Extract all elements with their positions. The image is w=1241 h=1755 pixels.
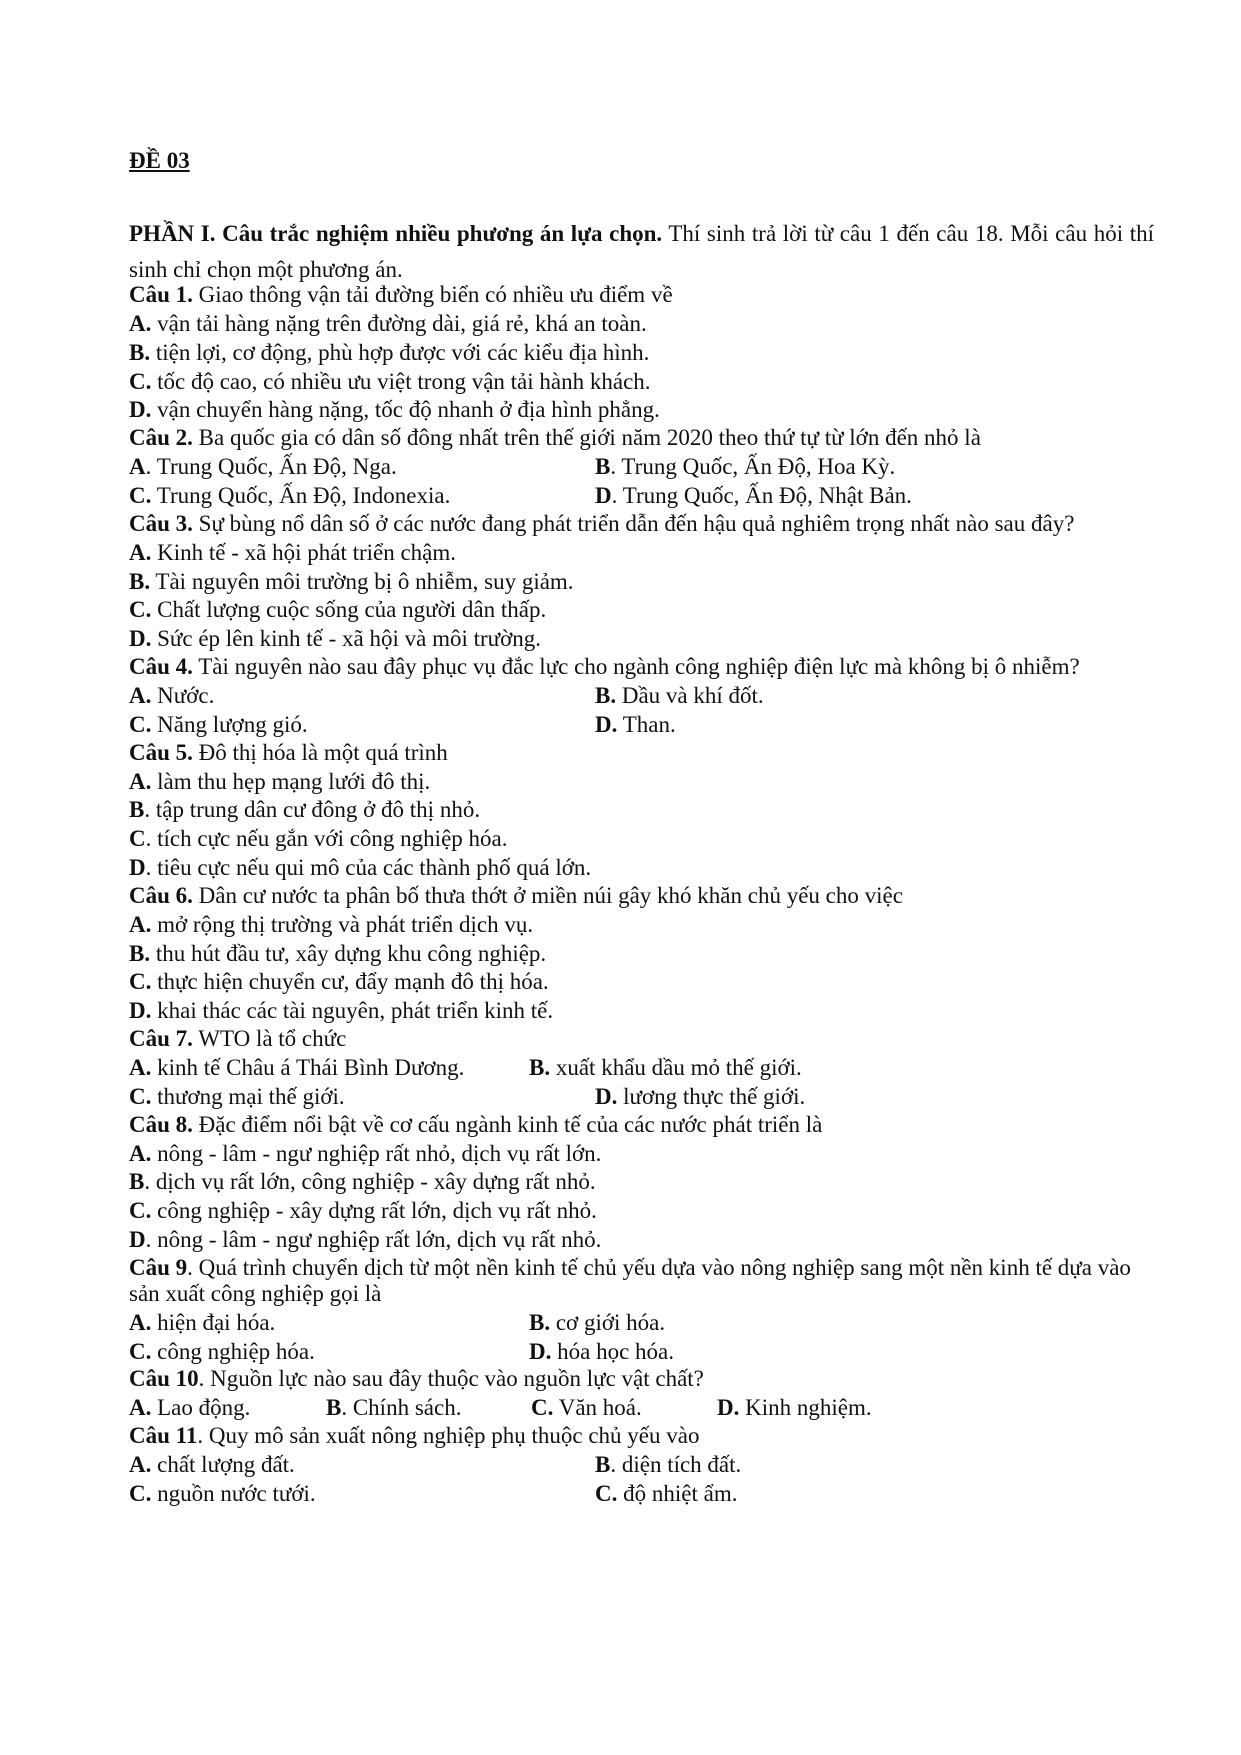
option-a	[129, 454, 397, 479]
option-letter: C.	[129, 1083, 152, 1109]
question-stem	[129, 1026, 1159, 1054]
option-cell	[129, 1054, 464, 1083]
option-letter: B.	[129, 940, 151, 966]
option-text: tốc độ cao, có nhiều ưu việt trong vận tải hành khách.	[151, 368, 651, 394]
option-text: Sức ép lên kinh tế - xã hội và môi trường.	[151, 626, 542, 652]
option-row	[129, 940, 1159, 969]
option-cell	[129, 682, 214, 711]
option-text: . diện tích đất.	[610, 1452, 742, 1478]
option-d	[595, 1084, 805, 1109]
question-number: Câu 4.	[129, 653, 193, 679]
option-b	[529, 1055, 802, 1080]
option-letter: A.	[129, 1140, 152, 1166]
option-b	[129, 941, 546, 966]
option-letter: A.	[129, 311, 152, 336]
option-letter: B.	[129, 568, 151, 594]
option-letter: C.	[129, 597, 152, 623]
option-text: công nghiệp - xây dựng rất lớn, dịch vụ rất nhỏ.	[151, 1198, 597, 1224]
question-block	[129, 883, 1159, 1026]
option-text: Chất lượng cuộc sống của người dân thấp.	[151, 597, 547, 623]
option-row	[129, 539, 1159, 568]
option-text: vận tải hàng nặng trên đường dài, giá rẻ, khá an toàn.	[151, 311, 647, 336]
option-row	[129, 310, 1159, 339]
option-letter: A.	[129, 682, 152, 708]
question-block	[129, 1366, 1159, 1423]
option-row	[129, 368, 1159, 397]
option-text: Kinh nghiệm.	[739, 1395, 872, 1421]
question-block	[129, 511, 1159, 654]
option-d	[129, 1227, 601, 1252]
question-text: . Quá trình chuyển dịch từ một nền kinh tế chủ yếu dựa vào nông nghiệp sang một nền kinh tế dựa vào sản xuất công nghiệp gọi là	[129, 1254, 1131, 1306]
option-cell	[531, 1394, 642, 1423]
option-row	[129, 1480, 1159, 1509]
section-heading: PHẦN I. Câu trắc nghiệm nhiều phương án lựa chọn.	[129, 221, 663, 246]
option-text: . Chính sách.	[341, 1395, 462, 1421]
option-text: . Trung Quốc, Ấn Độ, Nga.	[145, 454, 397, 480]
option-b	[595, 454, 895, 479]
option-d	[595, 483, 912, 508]
option-row	[129, 968, 1159, 997]
question-text: . Quy mô sản xuất nông nghiệp phụ thuộc chủ yếu vào	[197, 1423, 700, 1449]
option-row	[129, 1338, 1159, 1367]
option-text: cơ giới hóa.	[550, 1309, 666, 1335]
question-number: Câu 10	[129, 1366, 199, 1392]
option-c	[129, 597, 546, 622]
option-a	[129, 769, 430, 794]
option-a	[129, 1141, 601, 1166]
option-cell	[595, 682, 764, 711]
question-block	[129, 1255, 1159, 1367]
option-b	[595, 683, 764, 708]
option-d	[529, 1339, 674, 1364]
option-letter: D	[129, 854, 146, 880]
option-cell	[129, 711, 308, 740]
option-letter: A.	[129, 768, 152, 794]
option-letter: B	[595, 1452, 611, 1478]
option-text: công nghiệp hóa.	[151, 1338, 315, 1364]
option-text: hóa học hóa.	[551, 1338, 675, 1364]
option-c	[129, 483, 450, 508]
option-text: . Trung Quốc, Ấn Độ, Hoa Kỳ.	[610, 454, 896, 480]
option-text: Nước.	[151, 682, 215, 708]
question-stem	[129, 511, 1159, 539]
option-d	[129, 855, 591, 880]
option-letter: C.	[129, 711, 152, 737]
option-text: . nông - lâm - ngư nghiệp rất lớn, dịch vụ rất nhỏ.	[145, 1226, 602, 1252]
option-a	[129, 540, 456, 565]
option-letter: C.	[531, 1395, 554, 1421]
option-letter: C.	[129, 482, 152, 508]
option-cell	[129, 1394, 250, 1423]
option-row	[129, 911, 1159, 940]
option-a	[129, 1395, 250, 1420]
option-d	[717, 1395, 872, 1420]
option-text: độ nhiệt ẩm.	[617, 1480, 738, 1506]
section-instructions: Thí sinh trả lời từ câu 1 đến câu 18. Mỗi câu hỏi thí sinh chỉ chọn một phương án.	[129, 221, 1154, 282]
option-row	[129, 796, 1159, 825]
option-row	[129, 997, 1159, 1026]
question-block	[129, 654, 1159, 740]
option-text: thu hút đầu tư, xây dựng khu công nghiệp.	[150, 940, 547, 966]
option-text: . Trung Quốc, Ấn Độ, Nhật Bản.	[611, 482, 912, 508]
option-cell	[129, 1309, 275, 1338]
option-letter: B.	[529, 1054, 551, 1080]
option-row	[129, 1394, 1159, 1423]
option-row	[129, 1140, 1159, 1169]
option-a	[129, 1452, 295, 1477]
option-text: . tập trung dân cư đông ở đô thị nhỏ.	[144, 797, 481, 823]
option-text: Dầu và khí đốt.	[616, 682, 764, 708]
question-block	[129, 282, 1159, 425]
option-row	[129, 453, 1159, 482]
question-stem	[129, 1112, 1159, 1140]
option-row	[129, 1083, 1159, 1112]
option-row	[129, 1168, 1159, 1197]
option-c	[129, 1481, 316, 1506]
option-letter: A	[129, 454, 146, 480]
question-stem	[129, 425, 1159, 453]
option-cell	[129, 453, 397, 482]
option-letter: D.	[595, 1083, 618, 1109]
option-letter: C.	[129, 969, 152, 995]
question-stem	[129, 282, 1159, 310]
option-letter: B	[129, 797, 145, 823]
option-row	[129, 682, 1159, 711]
question-block	[129, 740, 1159, 883]
option-text: . tích cực nếu gắn với công nghiệp hóa.	[145, 826, 508, 852]
option-d	[129, 626, 541, 651]
question-block	[129, 425, 1159, 511]
option-text: hiện đại hóa.	[151, 1309, 276, 1335]
option-b	[129, 797, 480, 822]
option-letter: C.	[129, 1198, 152, 1224]
option-text: vận chuyển hàng nặng, tốc độ nhanh ở địa hình phẳng.	[151, 397, 660, 423]
option-cell	[595, 1451, 741, 1480]
question-stem	[129, 883, 1159, 911]
option-letter: A.	[129, 1054, 152, 1080]
option-letter: D.	[595, 711, 618, 737]
option-cell	[529, 1338, 674, 1367]
question-block	[129, 1112, 1159, 1255]
question-stem	[129, 740, 1159, 768]
option-text: chất lượng đất.	[151, 1452, 295, 1478]
option-row	[129, 1451, 1159, 1480]
option-c	[129, 826, 507, 851]
option-b	[129, 340, 649, 365]
option-c	[129, 1198, 597, 1223]
option-cell	[717, 1394, 872, 1423]
option-b	[326, 1395, 461, 1420]
option-letter: C.	[595, 1480, 618, 1506]
option-b	[595, 1452, 741, 1477]
question-text: Đô thị hóa là một quá trình	[192, 739, 448, 765]
option-row	[129, 568, 1159, 597]
option-text: Trung Quốc, Ấn Độ, Indonexia.	[151, 482, 451, 508]
option-b	[129, 1169, 596, 1194]
question-block	[129, 1423, 1159, 1509]
option-c	[129, 712, 308, 737]
question-text: Sự bùng nổ dân số ở các nước đang phát triển dẫn đến hậu quả nghiêm trọng nhất nào sau đây?	[192, 510, 1075, 536]
option-text: Kinh tế - xã hội phát triển chậm.	[151, 539, 457, 565]
question-block	[129, 1026, 1159, 1112]
question-number: Câu 6.	[129, 882, 193, 908]
option-letter: D.	[717, 1395, 740, 1421]
option-letter: C.	[129, 1338, 152, 1364]
option-row	[129, 854, 1159, 883]
option-letter: C.	[129, 368, 152, 394]
question-text: Dân cư nước ta phân bố thưa thớt ở miền núi gây khó khăn chủ yếu cho việc	[192, 882, 903, 908]
question-stem	[129, 1366, 1159, 1394]
option-row	[129, 1197, 1159, 1226]
option-c	[129, 1084, 345, 1109]
option-letter: B.	[129, 339, 151, 365]
option-letter: A.	[129, 1452, 152, 1478]
option-c	[129, 969, 549, 994]
option-row	[129, 339, 1159, 368]
option-text: làm thu hẹp mạng lưới đô thị.	[151, 768, 431, 794]
option-a	[129, 1055, 464, 1080]
option-letter: C.	[129, 1480, 152, 1506]
option-letter: A.	[129, 1395, 152, 1421]
option-cell	[595, 482, 912, 511]
option-text: xuất khẩu dầu mỏ thế giới.	[550, 1054, 802, 1080]
option-row	[129, 482, 1159, 511]
question-number: Câu 3.	[129, 510, 193, 536]
option-text: kinh tế Châu á Thái Bình Dương.	[151, 1054, 465, 1080]
question-stem	[129, 654, 1159, 682]
option-text: lương thực thế giới.	[617, 1083, 806, 1109]
option-letter: D	[595, 482, 612, 508]
option-cell	[129, 1338, 315, 1367]
option-letter: B.	[595, 682, 617, 708]
option-d	[129, 397, 660, 422]
option-cell	[129, 1451, 295, 1480]
option-cell	[326, 1394, 461, 1423]
option-cell	[595, 1480, 737, 1509]
option-row	[129, 396, 1159, 425]
option-a	[129, 311, 647, 336]
exam-title: ĐỀ 03	[129, 148, 190, 173]
option-c	[531, 1395, 642, 1420]
option-row	[129, 825, 1159, 854]
option-cell	[595, 453, 895, 482]
question-number: Câu 9	[129, 1254, 188, 1280]
option-text: thực hiện chuyển cư, đẩy mạnh đô thị hóa.	[151, 969, 549, 995]
option-letter: B.	[529, 1309, 551, 1335]
option-row	[129, 596, 1159, 625]
question-text: Tài nguyên nào sau đây phục vụ đắc lực cho ngành công nghiệp điện lực mà không bị ô nhiễm?	[192, 653, 1080, 679]
question-text: WTO là tổ chức	[192, 1025, 347, 1051]
option-c	[595, 1481, 737, 1506]
option-letter: D.	[129, 998, 152, 1024]
question-text: Đặc điểm nổi bật về cơ cấu ngành kinh tế của các nước phát triển là	[192, 1111, 823, 1137]
option-letter: D.	[129, 626, 152, 652]
option-row	[129, 625, 1159, 654]
option-c	[129, 369, 651, 394]
option-a	[129, 1310, 275, 1335]
option-text: . dịch vụ rất lớn, công nghiệp - xây dựng rất nhỏ.	[144, 1169, 596, 1195]
option-letter: D.	[129, 397, 152, 423]
option-letter: C	[129, 826, 146, 852]
option-text: khai thác các tài nguyên, phát triển kinh tế.	[151, 998, 554, 1024]
option-text: mở rộng thị trường và phát triển dịch vụ.	[151, 911, 534, 937]
option-a	[129, 912, 533, 937]
question-number: Câu 7.	[129, 1025, 193, 1051]
option-letter: B	[326, 1395, 342, 1421]
option-row	[129, 711, 1159, 740]
option-cell	[129, 482, 450, 511]
question-text: Ba quốc gia có dân số đông nhất trên thế giới năm 2020 theo thứ tự từ lớn đến nhỏ là	[192, 425, 981, 451]
option-letter: D	[129, 1226, 146, 1252]
option-letter: A.	[129, 539, 152, 565]
option-cell	[529, 1309, 665, 1338]
option-row	[129, 1226, 1159, 1255]
option-cell	[529, 1054, 802, 1083]
question-text: Giao thông vận tải đường biển có nhiều ưu điểm về	[192, 282, 673, 307]
option-text: Năng lượng gió.	[151, 711, 308, 737]
option-letter: B	[595, 454, 611, 480]
option-text: nông - lâm - ngư nghiệp rất nhỏ, dịch vụ rất lớn.	[151, 1140, 602, 1166]
option-row	[129, 768, 1159, 797]
option-d	[595, 712, 676, 737]
option-text: . tiêu cực nếu qui mô của các thành phố quá lớn.	[145, 854, 592, 880]
question-number: Câu 2.	[129, 425, 193, 451]
question-number: Câu 5.	[129, 739, 193, 765]
option-d	[129, 998, 553, 1023]
option-b	[529, 1310, 665, 1335]
section-intro	[129, 216, 1154, 288]
option-cell	[595, 711, 676, 740]
option-letter: B	[129, 1169, 145, 1195]
option-text: nguồn nước tưới.	[151, 1480, 316, 1506]
option-text: Văn hoá.	[553, 1395, 642, 1421]
option-row	[129, 1309, 1159, 1338]
option-text: Than.	[617, 711, 676, 737]
option-letter: D.	[529, 1338, 552, 1364]
option-letter: A.	[129, 1309, 152, 1335]
question-number: Câu 8.	[129, 1111, 193, 1137]
option-cell	[129, 1480, 316, 1509]
option-letter: A.	[129, 911, 152, 937]
option-text: tiện lợi, cơ động, phù hợp được với các kiểu địa hình.	[150, 339, 650, 365]
questions-list	[129, 282, 1159, 1509]
option-text: Tài nguyên môi trường bị ô nhiễm, suy giảm.	[150, 568, 574, 594]
option-text: Lao động.	[151, 1395, 251, 1421]
option-cell	[595, 1083, 805, 1112]
question-number: Câu 11	[129, 1423, 198, 1449]
question-text: . Nguồn lực nào sau đây thuộc vào nguồn lực vật chất?	[198, 1366, 704, 1392]
option-a	[129, 683, 214, 708]
option-cell	[129, 1083, 345, 1112]
option-c	[129, 1339, 315, 1364]
question-stem	[129, 1255, 1159, 1309]
option-b	[129, 569, 574, 594]
question-stem	[129, 1423, 1159, 1451]
option-text: thương mại thế giới.	[151, 1083, 345, 1109]
option-row	[129, 1054, 1159, 1083]
question-number: Câu 1.	[129, 282, 193, 307]
